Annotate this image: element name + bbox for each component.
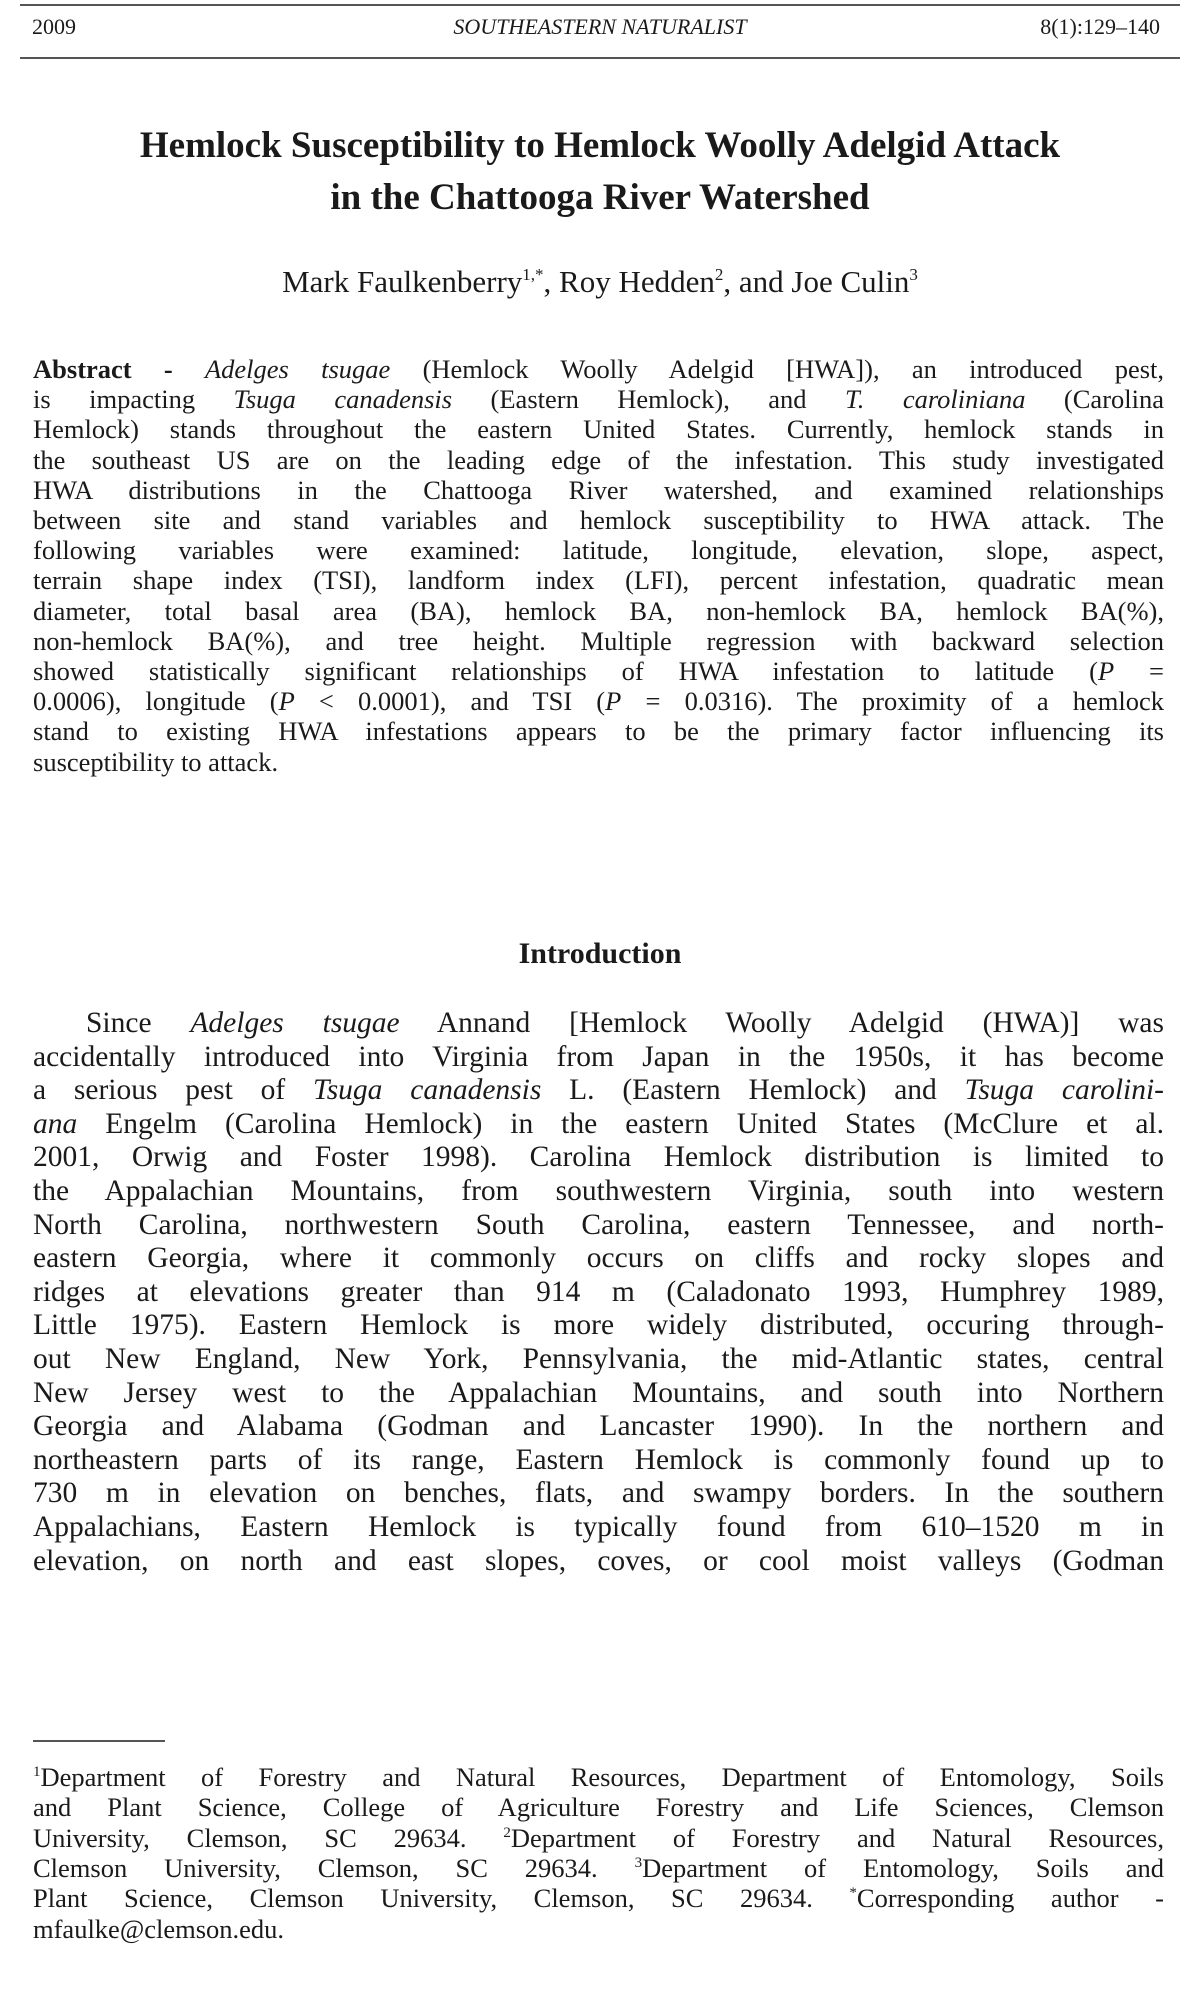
text-run: mfaulke@clemson.edu. [33,1913,285,1944]
author-name: Joe Culin [791,264,910,299]
text-run: stand to existing HWA infestations appears to be the primary factor influencing its [33,716,1164,747]
text-run: 730 m in elevation on benches, flats, and swampy borders. In the southern [33,1477,1164,1510]
text-run: L. (Eastern Hemlock) and [541,1074,965,1107]
italic-text: Adelges tsugae [204,354,391,384]
header-year: 2009 [32,14,76,39]
text-run: the southeast US are on the leading edge of the infestation. This study investigated [33,444,1164,475]
text-run: Georgia and Alabama (Godman and Lancaster 1990). In the northern and [33,1410,1164,1443]
text-run: Department of Forestry and Natural Resources, Department of Entomology, Soils [40,1762,1164,1792]
text-run: is impacting [33,384,234,415]
author-affiliation-marker: 1,* [522,265,544,284]
title-line-2: in the Chattooga River Watershed [330,177,870,218]
author-separator: , [543,264,560,299]
text-run: HWA distributions in the Chattooga River watershed, and examined relationships [33,474,1164,505]
text-run: Clemson University, Clemson, SC 29634. [33,1852,635,1883]
text-run: between site and stand variables and hemlock susceptibility to HWA attack. The [33,505,1164,535]
text-run: (Eastern Hemlock), and [452,384,845,415]
header-bottom-rule [20,57,1180,59]
italic-text: ana [33,1107,78,1140]
text-run: < 0.0001), and TSI ( [294,686,606,717]
text-run: University, Clemson, SC 29634. [33,1822,504,1853]
text-run: Appalachians, Eastern Hemlock is typically found from 610–1520 m in [33,1511,1164,1543]
text-run: non-hemlock BA(%), and tree height. Multiple regression with backward selection [33,625,1164,656]
text-run: 0.0006), longitude ( [33,686,279,717]
italic-text: Adelges tsugae [190,1007,400,1039]
text-run: (Hemlock Woolly Adelgid [HWA]), an introduced pest, [390,354,1165,384]
text-run: = [1114,656,1164,686]
text-run: ridges at elevations greater than 914 m (Caladonato 1993, Humphrey 1989, [33,1275,1164,1308]
text-run: a serious pest of [33,1074,313,1107]
footnote-marker: 1 [33,1764,41,1780]
footnote-line [33,1910,1164,1948]
author-affiliation-marker: 2 [714,265,724,284]
text-run: Since [86,1007,191,1039]
italic-text: T. caroliniana [844,384,1026,415]
author-affiliation-marker: 3 [909,265,918,284]
title-line-1: Hemlock Susceptibility to Hemlock Woolly Adelgid Attack [139,125,1061,166]
author-list [0,262,1200,302]
italic-text: Tsuga carolini- [964,1074,1165,1107]
italic-text: Tsuga canadensis [233,384,453,415]
text-run: Little 1975). Eastern Hemlock is more widely distributed, occuring through- [33,1309,1164,1342]
header-top-rule [20,4,1180,6]
text-run: Department of Entomology, Soils and [642,1852,1164,1883]
text-run: (Carolina [1025,384,1165,415]
text-run: Department of Forestry and Natural Resources, [510,1822,1164,1853]
footnote-marker: 3 [634,1854,643,1871]
text-run: = 0.0316). The proximity of a hemlock [621,686,1164,717]
text-run: 2001, Orwig and Foster 1998). Carolina Hemlock distribution is limited to [33,1141,1164,1174]
italic-text: Tsuga canadensis [313,1074,542,1107]
text-run: accidentally introduced into Virginia from Japan in the 1950s, it has become [33,1040,1164,1073]
italic-text: P [605,686,622,717]
text-run: diameter, total basal area (BA), hemlock BA, non-hemlock BA, hemlock BA(%), [33,595,1164,626]
text-run: northeastern parts of its range, Eastern Hemlock is commonly found up to [33,1443,1164,1476]
author-name: Mark Faulkenberry [282,264,523,299]
text-run: terrain shape index (TSI), landform index (LFI), percent infestation, quadratic mean [33,565,1164,596]
text-run: following variables were examined: latitude, longitude, elevation, slope, aspect, [33,535,1164,566]
text-run: Corresponding author - [856,1883,1164,1914]
footnote-rule [33,1740,165,1742]
text-run: the Appalachian Mountains, from southwestern Virginia, south into western [33,1175,1164,1207]
author-name: Roy Hedden [559,264,715,299]
text-run: and Plant Science, College of Agriculture Forestry and Life Sciences, Clemson [33,1792,1164,1823]
text-run: out New England, New York, Pennsylvania, the mid-Atlantic states, central [33,1343,1164,1375]
text-run: Engelm (Carolina Hemlock) in the eastern United States (McClure et al. [77,1107,1164,1140]
italic-text: P [1097,656,1115,686]
text-run: elevation, on north and east slopes, coves, or cool moist valleys (Godman [33,1544,1164,1577]
article-title [0,120,1200,224]
abstract-line [33,743,1164,781]
footnote-marker: * [849,1885,857,1902]
footnote-marker: 2 [503,1824,511,1841]
text-run: susceptibility to attack. [33,746,279,777]
text-run: North Carolina, northwestern South Carolina, eastern Tennessee, and north- [33,1208,1164,1241]
text-run: Annand [Hemlock Woolly Adelgid (HWA)] was [399,1007,1165,1039]
section-heading-introduction: Introduction [518,937,682,970]
text-run: showed statistically significant relationships of HWA infestation to latitude ( [33,656,1098,686]
author-separator: , and [723,264,792,299]
text-run: New Jersey west to the Appalachian Mountains, and south into Northern [33,1376,1164,1409]
journal-name: SOUTHEASTERN NATURALIST [453,14,747,39]
italic-text: P [278,686,295,717]
header-volume-pages: 8(1):129–140 [1040,14,1160,39]
text-run: Plant Science, Clemson University, Clemson, SC 29634. [33,1883,850,1914]
abstract-label: Abstract - [33,354,205,384]
text-run: eastern Georgia, where it commonly occurs on cliffs and rocky slopes and [33,1242,1164,1275]
text-run: Hemlock) stands throughout the eastern United States. Currently, hemlock stands in [33,414,1164,445]
introduction-line [33,1540,1164,1582]
